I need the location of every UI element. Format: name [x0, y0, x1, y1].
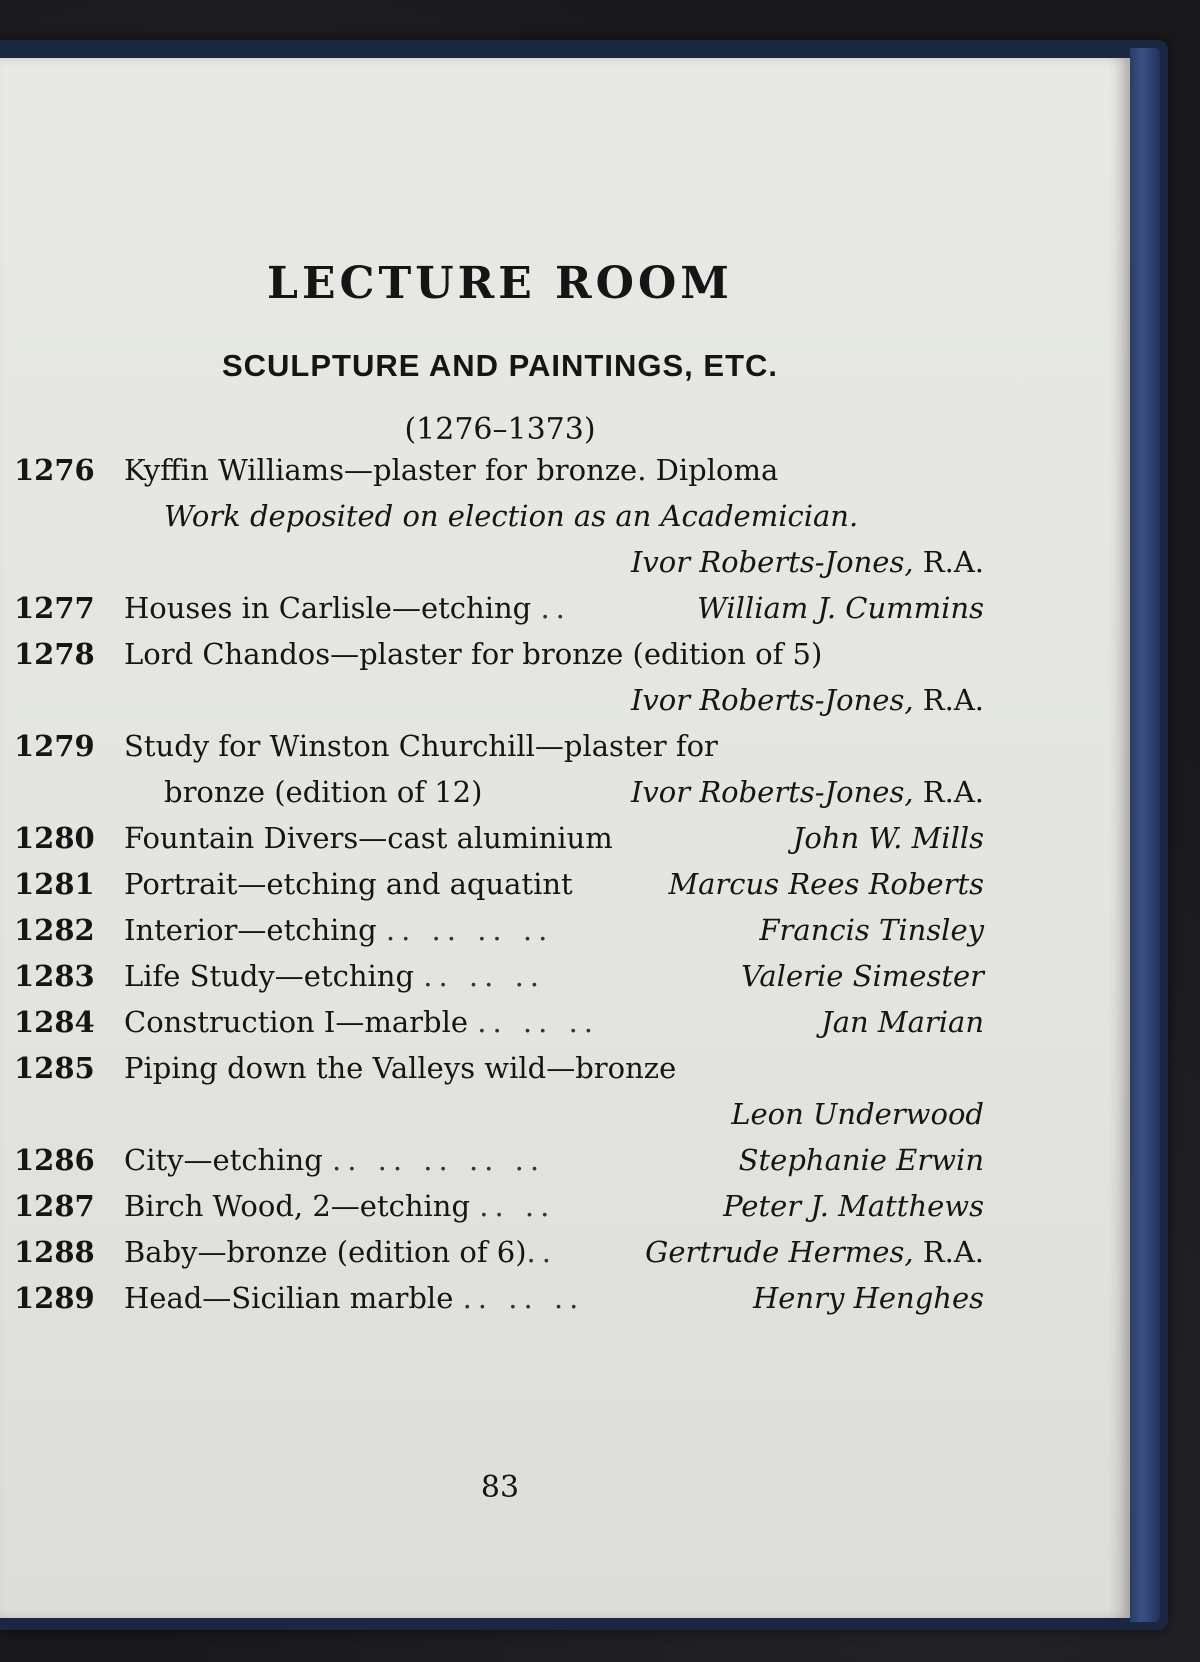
- entry-artist: Marcus Rees Roberts: [668, 867, 984, 901]
- entry-title: Kyffin Williams—plaster for bronze. Diploma: [124, 453, 779, 487]
- entry-number: 1283: [14, 959, 95, 993]
- entry-title-text: Birch Wood, 2—etching: [124, 1189, 471, 1223]
- artist-name: Gertrude Hermes,: [645, 1235, 914, 1269]
- entry-number: 1289: [14, 1281, 95, 1315]
- entry-artist: Leon Underwood: [731, 1097, 984, 1131]
- entry-row: [14, 634, 984, 674]
- artist-suffix: R.A.: [922, 775, 984, 809]
- entry-title: Study for Winston Churchill—plaster for: [124, 729, 718, 763]
- entry-row: [14, 1002, 984, 1042]
- entry-artist: William J. Cummins: [697, 591, 984, 625]
- entry-row: [14, 450, 984, 490]
- entry-title: Lord Chandos—plaster for bronze (edition of 5): [124, 637, 823, 671]
- entry-row: [14, 910, 984, 950]
- entry-title: [124, 1186, 555, 1226]
- entry-row: [14, 1140, 984, 1180]
- entry-row: [14, 1186, 984, 1226]
- entry-row: [14, 1232, 984, 1272]
- entry-artist: Stephanie Erwin: [738, 1143, 984, 1177]
- entry-row: [14, 588, 984, 628]
- leader-dots: ..: [526, 1235, 557, 1269]
- entry-number: 1276: [14, 453, 95, 487]
- leader-dots: .. .. .. .. ..: [331, 1143, 546, 1177]
- leader-dots: ..: [540, 591, 571, 625]
- entry-number: 1277: [14, 591, 95, 625]
- entry-artist-row: [14, 542, 984, 582]
- entry-title-text: Interior—etching: [124, 913, 377, 947]
- entry-row: [14, 864, 984, 904]
- entry-note-row: [14, 496, 984, 536]
- entry-artist: John W. Mills: [792, 821, 984, 855]
- entry-number: 1285: [14, 1051, 95, 1085]
- entry-number: 1287: [14, 1189, 95, 1223]
- entry-artist: Francis Tinsley: [759, 913, 984, 947]
- entry-number: 1279: [14, 729, 95, 763]
- entry-artist: [631, 680, 984, 720]
- entry-artist: [631, 772, 984, 812]
- artist-name: Ivor Roberts-Jones,: [630, 545, 914, 579]
- entry-title: [124, 588, 571, 628]
- entry-row: [14, 1048, 984, 1088]
- entry-continuation-row: [14, 772, 984, 812]
- entry-row: [14, 818, 984, 858]
- entry-title-text: Baby—bronze (edition of 6): [124, 1235, 527, 1269]
- page-content: [0, 58, 1130, 1618]
- entry-artist: [645, 1232, 984, 1272]
- entry-number: 1284: [14, 1005, 95, 1039]
- leader-dots: .. ..: [479, 1189, 556, 1223]
- entry-title-continuation: bronze (edition of 12): [164, 775, 483, 809]
- entry-row: [14, 956, 984, 996]
- book-cover-edge: [1130, 48, 1160, 1622]
- entry-title: [124, 910, 553, 950]
- entry-row: [14, 1278, 984, 1318]
- leader-dots: .. .. ..: [462, 1281, 585, 1315]
- entry-title-text: Houses in Carlisle—etching: [124, 591, 532, 625]
- entry-title-text: Construction I—marble: [124, 1005, 469, 1039]
- entry-title: Fountain Divers—cast aluminium: [124, 821, 613, 855]
- entry-artist: Peter J. Matthews: [723, 1189, 984, 1223]
- entry-title: [124, 1232, 557, 1272]
- page-fold-shadow: [1108, 58, 1130, 1618]
- entry-row: [14, 726, 984, 766]
- entry-title: [124, 956, 545, 996]
- book-page: [0, 58, 1130, 1618]
- artist-name: Ivor Roberts-Jones,: [630, 775, 914, 809]
- artist-suffix: R.A.: [922, 1235, 984, 1269]
- entry-artist: Valerie Simester: [741, 959, 984, 993]
- entry-note: Work deposited on election as an Academician.: [164, 499, 859, 533]
- page-number: 83: [480, 1470, 520, 1505]
- artist-suffix: R.A.: [922, 545, 984, 579]
- page-title: LECTURE ROOM: [267, 258, 733, 309]
- entry-number: 1286: [14, 1143, 95, 1177]
- entry-title: [124, 1278, 584, 1318]
- leader-dots: .. .. ..: [477, 1005, 600, 1039]
- leader-dots: .. .. .. ..: [385, 913, 554, 947]
- entry-number: 1288: [14, 1235, 95, 1269]
- entry-artist: Jan Marian: [821, 1005, 984, 1039]
- entry-title: [124, 1140, 545, 1180]
- leader-dots: .. .. ..: [423, 959, 546, 993]
- entry-title: [124, 1002, 599, 1042]
- entry-number: 1281: [14, 867, 95, 901]
- entry-title: Piping down the Valleys wild—bronze: [124, 1051, 677, 1085]
- page-subtitle: SCULPTURE AND PAINTINGS, ETC.: [221, 348, 778, 383]
- entry-artist-row: [14, 1094, 984, 1134]
- entry-artist-row: [14, 680, 984, 720]
- entry-title-text: Life Study—etching: [124, 959, 415, 993]
- entry-title: Portrait—etching and aquatint: [124, 867, 573, 901]
- artist-suffix: R.A.: [922, 683, 984, 717]
- entry-number: 1282: [14, 913, 95, 947]
- entry-artist: Henry Henghes: [752, 1281, 984, 1315]
- entry-artist: [631, 542, 984, 582]
- entry-number: 1280: [14, 821, 95, 855]
- catalogue-range: (1276–1373): [404, 412, 596, 447]
- entry-title-text: City—etching: [124, 1143, 323, 1177]
- entry-number: 1278: [14, 637, 95, 671]
- entry-title-text: Head—Sicilian marble: [124, 1281, 454, 1315]
- artist-name: Ivor Roberts-Jones,: [630, 683, 914, 717]
